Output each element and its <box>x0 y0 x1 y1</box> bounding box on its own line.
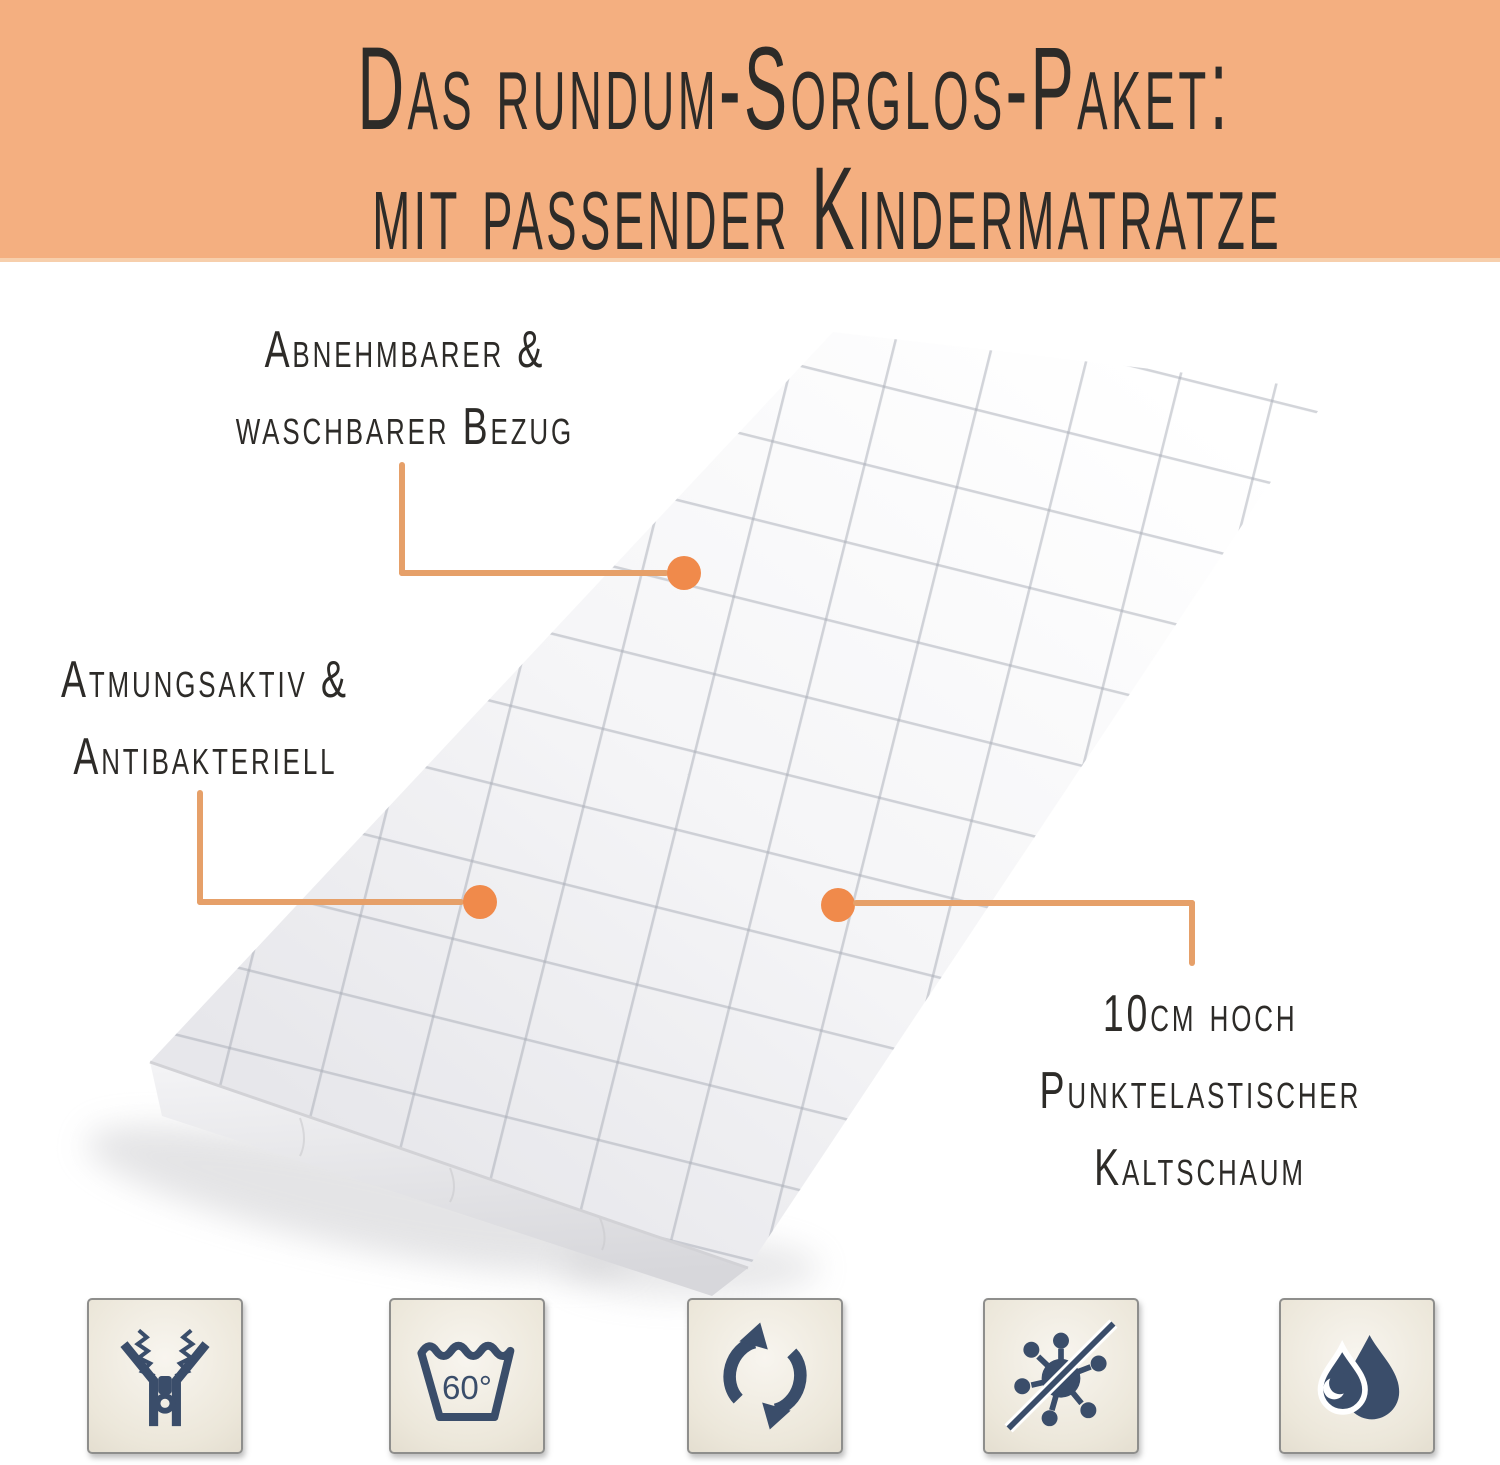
wash-temp-label: 60° <box>442 1369 492 1407</box>
callout-dot <box>667 556 701 590</box>
rotate-arrows-icon <box>708 1319 822 1433</box>
callout-dot <box>463 885 497 919</box>
feature-tile-zipper <box>87 1298 243 1454</box>
callout-text: 10cm hoch <box>1102 985 1298 1043</box>
callout-text: Atmungsaktiv & <box>61 651 349 709</box>
feature-tile-antibacterial <box>983 1298 1139 1454</box>
zipper-icon <box>108 1319 222 1433</box>
feature-tile-wash-60 <box>389 1298 545 1454</box>
callout-removable-cover <box>155 318 655 472</box>
wash-60-icon <box>410 1319 524 1433</box>
callout-line-horizontal <box>399 570 669 576</box>
page-title-line-1: Das rundum-Sorglos-Paket: <box>357 23 1231 155</box>
callout-text: Antibakteriell <box>72 728 338 786</box>
callout-cold-foam <box>940 982 1460 1213</box>
callout-dot <box>821 888 855 922</box>
callout-line-vertical <box>1189 900 1195 966</box>
callout-line-horizontal <box>853 900 1195 906</box>
callout-line-vertical <box>197 790 203 905</box>
callout-line-horizontal <box>197 899 464 905</box>
callout-text: Abnehmbarer & <box>264 321 546 379</box>
page-title-line-2: mit passender Kindermatratze <box>372 143 1282 275</box>
callout-text: Punktelastischer <box>1039 1062 1361 1120</box>
feature-tile-moisture <box>1279 1298 1435 1454</box>
water-drops-icon <box>1300 1319 1414 1433</box>
callout-line-vertical <box>399 462 405 576</box>
no-bacteria-icon <box>1004 1319 1118 1433</box>
callout-text: waschbarer Bezug <box>235 398 575 456</box>
callout-breathable <box>0 648 455 802</box>
callout-text: Kaltschaum <box>1094 1139 1306 1197</box>
feature-tile-turnable <box>687 1298 843 1454</box>
